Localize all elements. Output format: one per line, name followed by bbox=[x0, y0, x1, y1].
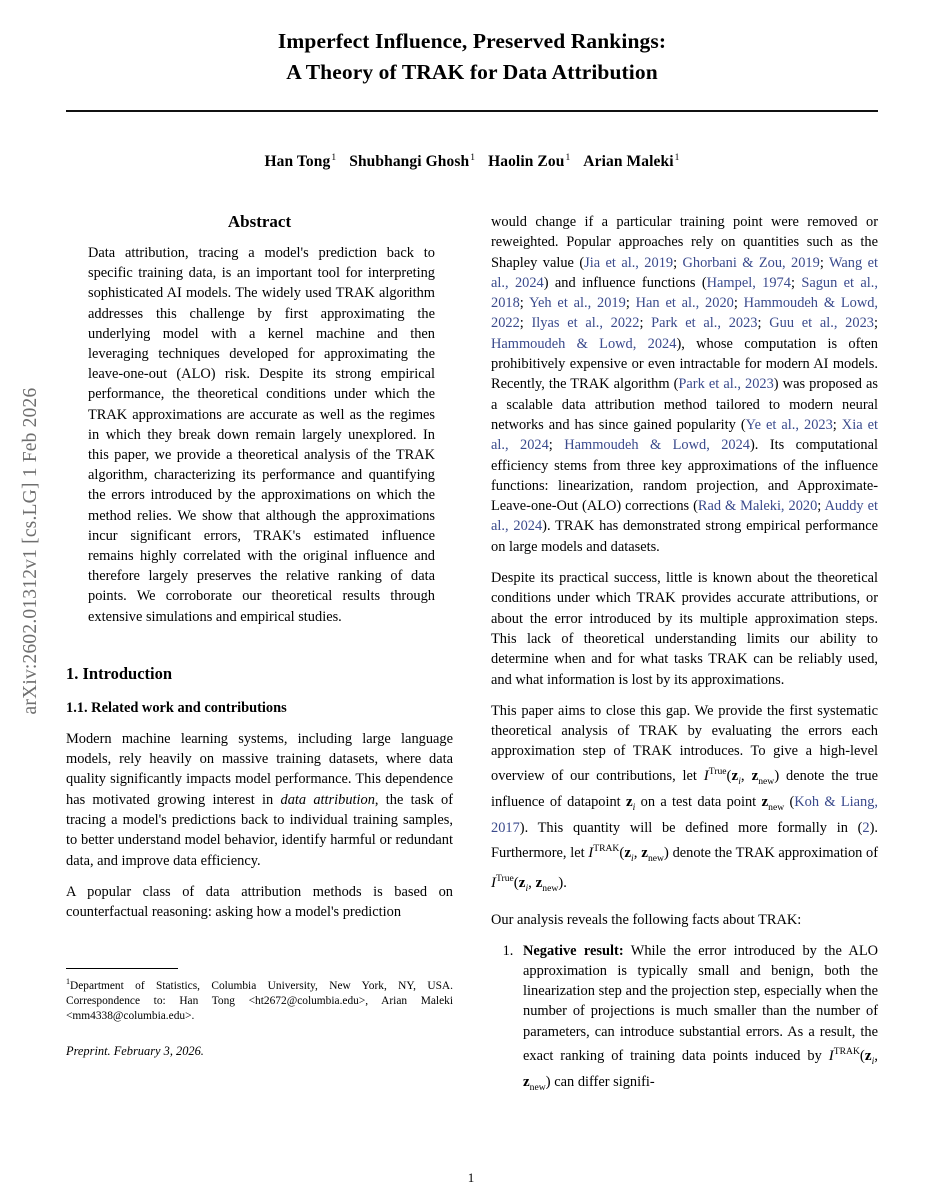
footnote-body: Department of Statistics, Columbia University, New York, NY, USA. Correspondence to: Han Tong <ht2672@columbia.edu>, Arian Maleki <mm4338@columbia.edu>. bbox=[66, 979, 453, 1023]
math-z-3: z bbox=[626, 794, 633, 811]
author-2 bbox=[349, 153, 475, 170]
right-par3-b: denote the true influence of datapoint bbox=[491, 767, 878, 811]
math-z-5: z bbox=[624, 844, 632, 861]
cite-sep-7: ; bbox=[519, 315, 532, 332]
citation-ilyas-2022[interactable]: Ilyas et al., 2022 bbox=[531, 315, 640, 332]
citation-jia-2019[interactable]: Jia et al., 2019 bbox=[584, 254, 674, 271]
right-par3-d: ( bbox=[784, 794, 795, 811]
right-par3-e: ). This quantity will be defined more formally in ( bbox=[519, 820, 863, 837]
abstract-text: Data attribution, tracing a model's prediction back to specific training data, is an important tool for interpreting sophisticated AI models. The widely used TRAK algorithm addresses this challenge by first approximating the underlying model with a kernel machine and then leveraging techniques developed for approximating the leave-one-out (ALO) risk. Despite its strong empirical performance, the theoretical conditions under which the TRAK approximations are accurate as well as the regimes in which they break down remain largely unexplored. In this paper, we provide a theoretical analysis of the TRAK algorithm, characterizing its performance and quantifying the errors introduced by the approximations on which the method relies. We show that although the approximations incur significant errors, TRAK's estimated influence remains highly correlated with the original influence and therefore largely preserves the relative ranking of data points. We corroborate our theoretical results through extensive simulations and empirical studies. bbox=[88, 245, 435, 625]
author-1-mark: 1 bbox=[331, 153, 337, 163]
right-par3-h: . bbox=[563, 874, 567, 891]
left-column bbox=[66, 212, 453, 1107]
cite-sep-11: ; bbox=[832, 416, 842, 433]
equation-ref-2[interactable]: 2 bbox=[862, 820, 870, 837]
citation-ye-2023[interactable]: Ye et al., 2023 bbox=[745, 416, 833, 433]
math-paren-close-4: ) bbox=[545, 1074, 551, 1091]
author-4-mark: 1 bbox=[674, 153, 680, 163]
left-par1-italic: data attribution bbox=[280, 791, 375, 808]
math-influence-trak-1 bbox=[588, 842, 669, 864]
math-influence-true-1 bbox=[703, 765, 780, 787]
subsection-heading-related-work: 1.1. Related work and contributions bbox=[66, 699, 287, 716]
right-par3-a: This paper aims to close this gap. We provide the first systematic theoretical analysis of TRAK by evaluating the errors each approximation step of TRAK introduces. To give a high-level overview of our contributions, let bbox=[491, 702, 878, 784]
right-par3-c: on a test data point bbox=[635, 794, 762, 811]
left-par1-b: , the task of tracing a model's predictions back to individual training samples, to better understand model behavior, identify harmful or redundant data, and improve data efficiency. bbox=[66, 791, 454, 869]
citation-hampel-1974[interactable]: Hampel, 1974 bbox=[706, 274, 791, 291]
author-1 bbox=[265, 153, 337, 170]
citation-han-2020[interactable]: Han et al., 2020 bbox=[635, 295, 734, 312]
footnote-marker: 1 bbox=[66, 976, 70, 986]
citation-rad-maleki-2020[interactable]: Rad & Maleki, 2020 bbox=[697, 498, 818, 515]
cite-sep-1: ; bbox=[673, 254, 683, 271]
page-title bbox=[66, 26, 878, 88]
title-line-2: A Theory of TRAK for Data Attribution bbox=[286, 60, 658, 84]
citation-hammoudeh-lowd-2024[interactable]: Hammoudeh & Lowd, 2024 bbox=[491, 335, 677, 352]
math-z-new-inline bbox=[761, 794, 785, 814]
math-comma-1: , bbox=[740, 767, 752, 784]
citation-park-2023-b[interactable]: Park et al., 2023 bbox=[678, 376, 774, 393]
author-1-name: Han Tong bbox=[264, 153, 331, 171]
math-z-8: z bbox=[535, 874, 543, 891]
author-2-mark: 1 bbox=[470, 153, 476, 163]
results-list bbox=[491, 941, 878, 1099]
right-par1-a: would change if a particular training point were removed or reweighted. Popular approaches rely on quantities such as the Shapley value ( bbox=[491, 214, 878, 271]
footnote-divider bbox=[66, 968, 178, 969]
math-comma-2: , bbox=[633, 844, 642, 861]
author-3-mark: 1 bbox=[565, 153, 571, 163]
right-paragraph-2: Despite its practical success, little is known about the theoretical conditions under which TRAK provides accurate attributions, or about the error introduced by its multiple approximation steps. This lack of theoretical understanding limits our ability to determine when and for what tasks TRAK can be reliably used, and what information is lost by its approximations. bbox=[491, 570, 878, 688]
citation-guu-2023[interactable]: Guu et al., 2023 bbox=[769, 315, 874, 332]
math-z-9: z bbox=[864, 1047, 872, 1064]
right-par3-g: denote the TRAK approximation of bbox=[668, 844, 878, 861]
math-comma-3: , bbox=[528, 874, 536, 891]
math-influence-true-2 bbox=[491, 872, 564, 894]
citation-ghorbani-zou-2019[interactable]: Ghorbani & Zou, 2019 bbox=[682, 254, 820, 271]
math-z-i-inline bbox=[626, 794, 636, 814]
math-z-4: z bbox=[761, 794, 769, 811]
citation-sagun-2018[interactable]: Sagun et al., 2018 bbox=[491, 274, 878, 312]
right-par1-e: ). Its computational efficiency stems from three key approximations of the influence functions: linearization, random projection, and Approximate-Leave-one-Out (ALO) corrections ( bbox=[491, 437, 878, 515]
math-sub-new-2: new bbox=[768, 802, 785, 814]
list-item-1-label: Negative result: bbox=[523, 942, 624, 959]
right-par1-d: ) was proposed as a scalable data attribution method tailored to modern neural networks and has since gained popularity ( bbox=[491, 376, 878, 433]
preprint-line: Preprint. February 3, 2026. bbox=[66, 1043, 204, 1058]
math-paren-close-2: ) bbox=[663, 844, 669, 861]
cite-sep-4: ; bbox=[519, 295, 530, 312]
right-par3-f: ). Furthermore, let bbox=[491, 820, 878, 861]
right-par1-f: ). TRAK has demonstrated strong empirical performance on large models and datasets. bbox=[491, 518, 878, 555]
title-divider bbox=[66, 110, 878, 112]
cite-sep-2: ; bbox=[819, 254, 829, 271]
citation-koh-liang-2017[interactable]: Koh & Liang, 2017 bbox=[491, 794, 879, 837]
citation-park-2023[interactable]: Park et al., 2023 bbox=[651, 315, 758, 332]
math-comma-4: , bbox=[874, 1047, 878, 1064]
title-line-1: Imperfect Influence, Preserved Rankings: bbox=[277, 29, 667, 53]
math-sub-i-2: i bbox=[632, 802, 636, 814]
citation-hammoudeh-lowd-2022[interactable]: Hammoudeh & Lowd, 2022 bbox=[491, 295, 879, 332]
cite-sep-6: ; bbox=[733, 295, 744, 312]
author-list bbox=[66, 153, 878, 171]
author-2-name: Shubhangi Ghosh bbox=[349, 153, 470, 171]
math-sub-i-1: i bbox=[738, 775, 741, 787]
math-z-10: z bbox=[523, 1074, 530, 1091]
page-number: 1 bbox=[467, 1170, 475, 1185]
citation-hammoudeh-lowd-2024-b[interactable]: Hammoudeh & Lowd, 2024 bbox=[564, 437, 751, 454]
math-I-1: I bbox=[703, 767, 709, 784]
title-block bbox=[66, 0, 878, 112]
math-sup-trak-1: TRAK bbox=[593, 842, 620, 854]
list-item-1-text-b: can differ signifi- bbox=[550, 1074, 655, 1091]
citation-wang-2024[interactable]: Wang et al., 2024 bbox=[491, 254, 878, 291]
math-paren-open-1: ( bbox=[726, 767, 732, 784]
math-sub-i-5: i bbox=[871, 1055, 875, 1067]
math-sup-true-1: True bbox=[708, 765, 727, 777]
math-z-7: z bbox=[518, 874, 526, 891]
author-4-name: Arian Maleki bbox=[583, 153, 674, 171]
left-paragraph-1 bbox=[66, 729, 453, 871]
right-paragraph-1 bbox=[491, 212, 878, 557]
author-3-name: Haolin Zou bbox=[488, 153, 565, 171]
math-sub-i-4: i bbox=[525, 882, 529, 894]
author-3 bbox=[488, 153, 570, 170]
footnote-area bbox=[66, 968, 453, 1059]
right-paragraph-4: Our analysis reveals the following facts about TRAK: bbox=[491, 912, 802, 929]
cite-sep-3: ; bbox=[790, 274, 802, 291]
abstract-heading: Abstract bbox=[227, 212, 292, 231]
right-par1-b: ) and influence functions ( bbox=[543, 274, 707, 291]
cite-sep-12: ; bbox=[548, 437, 565, 454]
section-heading-introduction: 1. Introduction bbox=[66, 663, 173, 683]
math-sub-i-3: i bbox=[631, 852, 634, 864]
math-z-1: z bbox=[731, 767, 739, 784]
math-z-2: z bbox=[751, 767, 759, 784]
math-I-3: I bbox=[491, 874, 496, 891]
list-item-1-text-a: While the error introduced by the ALO approximation is typically small and benign, both the linearization step and the projection step, especially when the number of projections is much smaller than the number of parameters, can introduce substantial errors. As a result, the exact ranking of training data points induced by bbox=[523, 942, 878, 1064]
math-paren-open-3: ( bbox=[513, 874, 519, 891]
list-item bbox=[517, 941, 878, 1099]
math-sup-trak-2: TRAK bbox=[833, 1045, 860, 1057]
author-4 bbox=[583, 153, 679, 170]
left-paragraph-2: A popular class of data attribution methods is based on counterfactual reasoning: asking how a model's prediction bbox=[66, 883, 453, 921]
footnote-text bbox=[66, 974, 453, 1025]
math-paren-close-3: ) bbox=[558, 874, 564, 891]
arxiv-stamp: arXiv:2602.01312v1 [cs.LG] 1 Feb 2026 bbox=[20, 387, 41, 715]
citation-auddy-2024[interactable]: Auddy et al., 2024 bbox=[491, 498, 878, 535]
citation-yeh-2019[interactable]: Yeh et al., 2019 bbox=[529, 295, 626, 312]
math-sup-true-2: True bbox=[496, 872, 514, 884]
two-column-body bbox=[66, 212, 878, 1107]
cite-sep-9: ; bbox=[757, 315, 770, 332]
math-I-2: I bbox=[588, 844, 594, 861]
math-sub-new-5: new bbox=[529, 1082, 546, 1094]
math-sub-new-4: new bbox=[542, 882, 559, 894]
math-paren-close-1: ) bbox=[774, 767, 780, 784]
left-par1-a: Modern machine learning systems, including large language models, rely heavily on massive training datasets, where data quality significantly impacts model performance. This dependence has motivated growing interest in bbox=[66, 730, 453, 808]
citation-xia-2024[interactable]: Xia et al., 2024 bbox=[491, 416, 878, 454]
right-par1-c: ), whose computation is often prohibitively expensive or even intractable for modern AI models. Recently, the TRAK algorithm ( bbox=[491, 335, 878, 393]
right-paragraph-3 bbox=[491, 701, 878, 899]
cite-sep-10: ; bbox=[873, 315, 878, 332]
right-column bbox=[491, 212, 878, 1107]
math-paren-open-4: ( bbox=[859, 1047, 865, 1064]
cite-sep-8: ; bbox=[639, 315, 652, 332]
math-sub-new-1: new bbox=[758, 775, 775, 787]
math-paren-open-2: ( bbox=[619, 844, 625, 861]
cite-sep-13: ; bbox=[817, 498, 825, 515]
math-z-6: z bbox=[641, 844, 648, 861]
math-sub-new-3: new bbox=[647, 852, 664, 864]
cite-sep-5: ; bbox=[625, 295, 636, 312]
paper-content bbox=[66, 0, 878, 1200]
math-I-4: I bbox=[828, 1047, 834, 1064]
